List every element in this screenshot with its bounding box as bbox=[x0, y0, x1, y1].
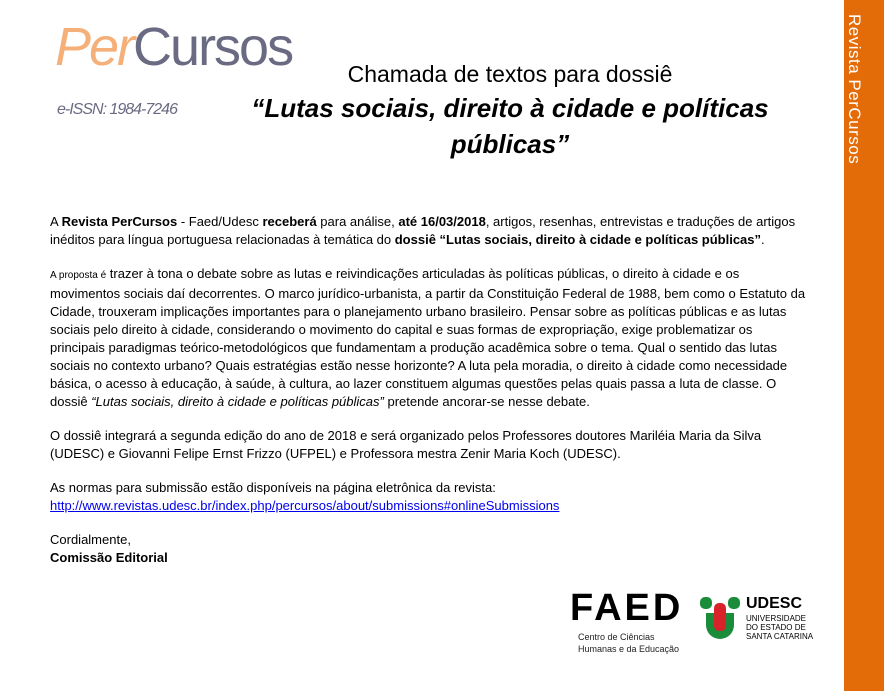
sidebar-title: Revista PerCursos bbox=[845, 14, 864, 165]
title-line-1: Chamada de textos para dossiê bbox=[347, 61, 673, 87]
closing-text: Cordialmente, bbox=[50, 532, 131, 547]
logo-cursos: Cursos bbox=[133, 17, 293, 77]
text: pretende ancorar-se nesse debate. bbox=[383, 394, 590, 409]
title-line-2: “Lutas sociais, direito à cidade e políticas públicas” bbox=[251, 93, 769, 159]
text: A bbox=[50, 214, 62, 229]
paragraph-norms bbox=[50, 479, 810, 515]
text: , artigos, resenhas, entrevistas e traduções de artigos inéditos para língua portuguesa relacionadas à temática do bbox=[50, 214, 796, 247]
percursos-logo bbox=[55, 15, 293, 135]
submissions-link[interactable]: http://www.revistas.udesc.br/index.php/percursos/about/submissions#onlineSubmissions bbox=[50, 498, 560, 513]
call-body bbox=[50, 213, 810, 583]
faed-logo bbox=[570, 587, 684, 660]
text: . bbox=[761, 232, 765, 247]
logo-per: Per bbox=[55, 17, 134, 77]
udesc-logo bbox=[698, 595, 828, 645]
faed-subtitle-1: Centro de Ciências bbox=[578, 632, 655, 642]
text: As normas para submissão estão disponíveis na página eletrônica da revista: bbox=[50, 480, 496, 495]
faed-mark: FAED bbox=[570, 587, 684, 629]
paragraph-organizers: O dossiê integrará a segunda edição do ano de 2018 e será organizado pelos Professores doutores Mariléia Maria da Silva (UDESC) e Giovanni Felipe Ernst Frizzo (UFPEL) e Professora mestra Zenir Maria Koch (UDESC). bbox=[50, 428, 762, 461]
dossier-name: dossiê “Lutas sociais, direito à cidade e políticas públicas” bbox=[394, 232, 762, 247]
text-small: A proposta é bbox=[50, 270, 107, 281]
paragraph-intro bbox=[50, 213, 810, 249]
logo-issn: e-ISSN: 1984-7246 bbox=[57, 101, 177, 118]
faed-subtitle-2: Humanas e da Educação bbox=[578, 644, 680, 654]
deadline: até 16/03/2018 bbox=[398, 214, 486, 229]
udesc-emblem-icon bbox=[698, 595, 742, 641]
udesc-subtitle-3: SANTA CATARINA bbox=[746, 632, 814, 641]
udesc-subtitle-2: DO ESTADO DE bbox=[746, 623, 806, 632]
text: trazer à tona o debate sobre as lutas e reivindicações articuladas às políticas públicas, o direito à cidade e os movimentos sociais daí decorrentes. O marco jurídico-urbanista, a partir da Constituição Federal de 1988, bem como o Estatuto da Cidade, trouxeram implicações importantes para o planejamento urbano brasileiro. Pensar sobre as políticas públicas e as lutas sociais pelo direito à cidade, considerando o movimento do capital e suas formas de expropriação, exige problematizar os principais paradigmas teórico-metodológicos que fundamentam a produção acadêmica sobre o tema. Qual o sentido das lutas sociais no contexto urbano? Quais estratégias estão nesse horizonte? A luta pela moradia, o direito à cidade como necessidade básica, o acesso à educação, à saúde, à cultura, ao lazer constituem algumas questões pelas quais passa a luta de classe. O dossiê bbox=[50, 266, 806, 409]
paragraph-proposal bbox=[50, 265, 810, 411]
text-bold: receberá bbox=[262, 214, 317, 229]
dossier-title-italic: “Lutas sociais, direito à cidade e políticas públicas” bbox=[91, 394, 384, 409]
text: para análise, bbox=[316, 214, 399, 229]
signature: Comissão Editorial bbox=[50, 550, 168, 565]
udesc-name: UDESC bbox=[746, 595, 803, 612]
text: - Faed/Udesc bbox=[177, 214, 263, 229]
udesc-subtitle-1: UNIVERSIDADE bbox=[746, 614, 807, 623]
journal-name: Revista PerCursos bbox=[61, 214, 178, 229]
closing bbox=[50, 531, 810, 567]
page-title bbox=[230, 58, 790, 162]
